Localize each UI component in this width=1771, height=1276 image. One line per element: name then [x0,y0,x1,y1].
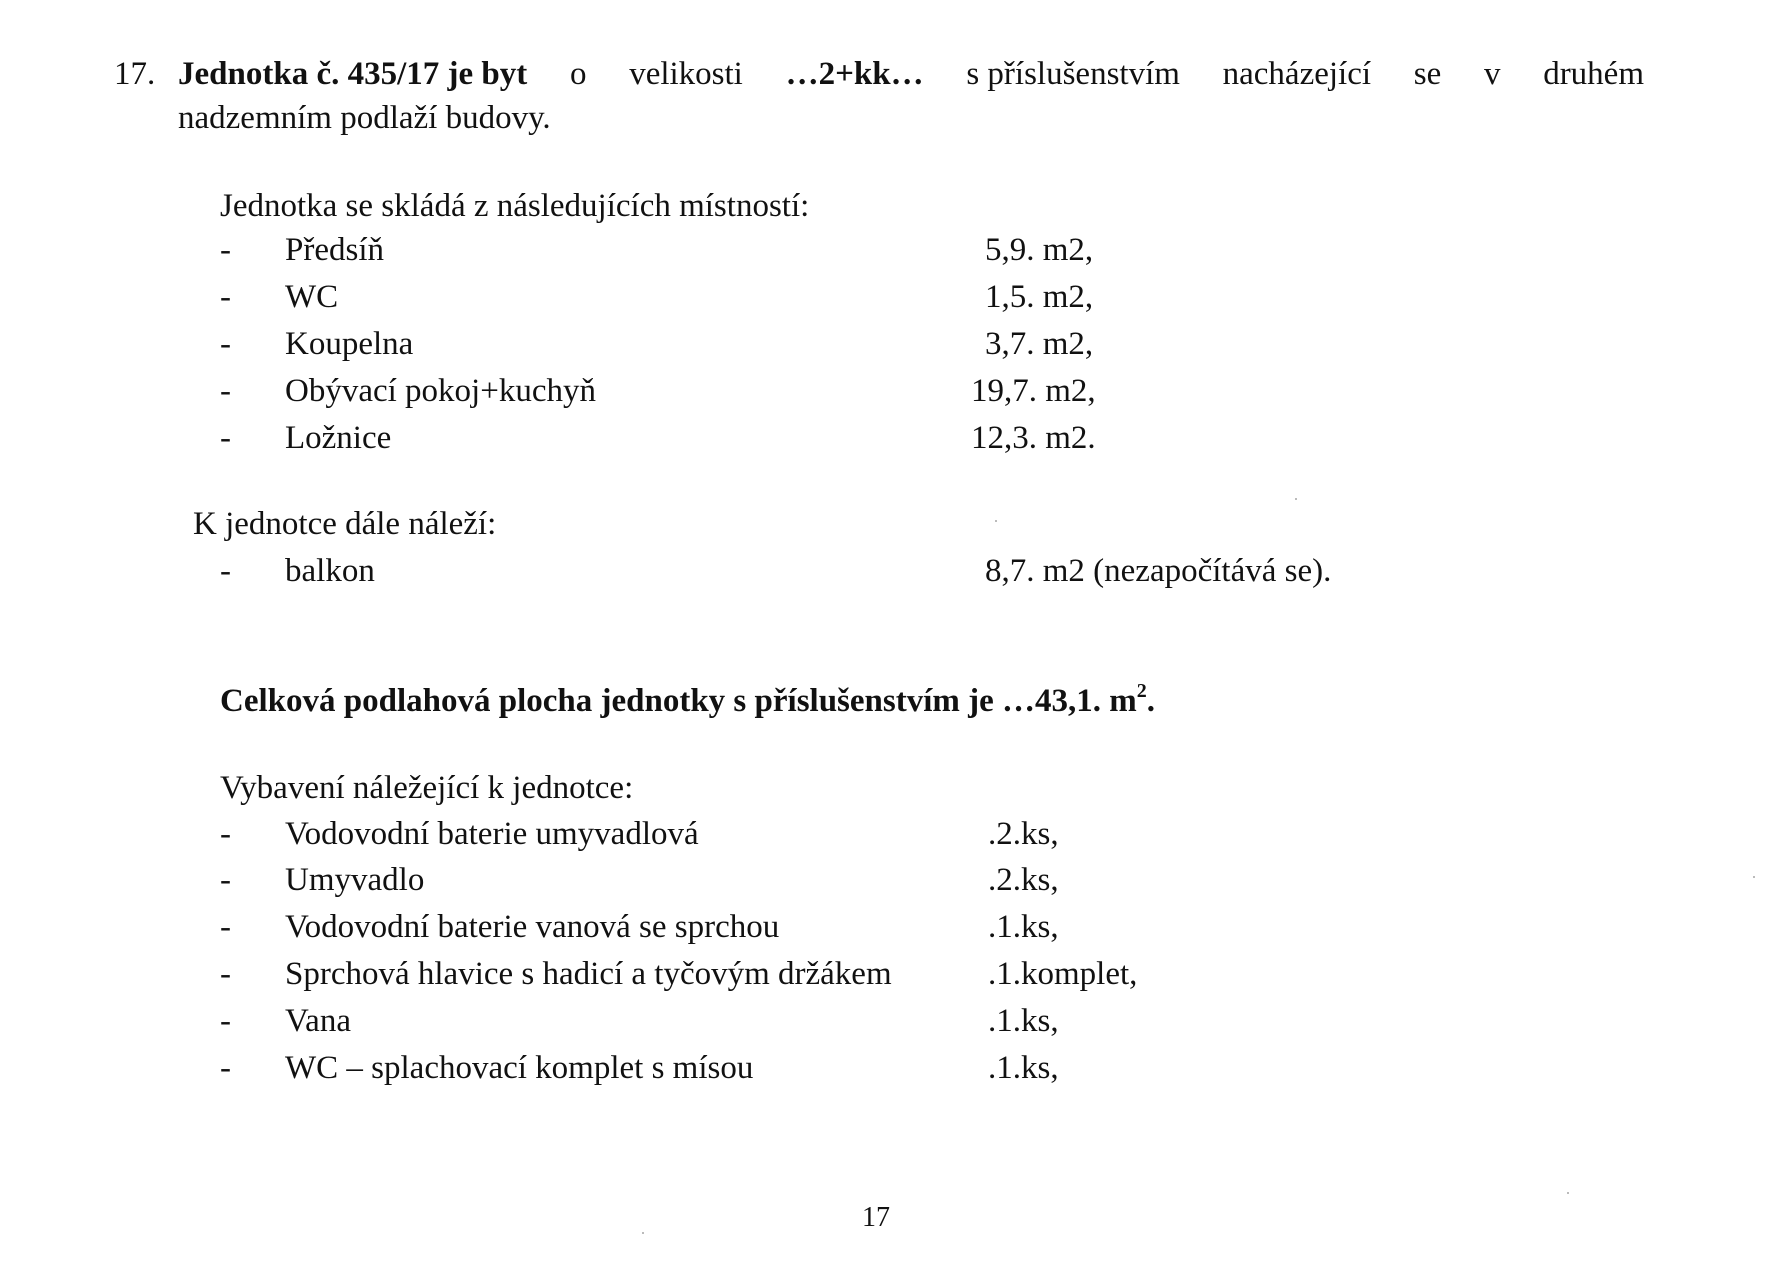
list-dash: - [220,279,231,315]
list-dash: - [220,373,231,409]
equipment-qty: .1.ks, [988,1050,1059,1086]
total-end: . [1146,683,1156,719]
equipment-qty: .2.ks, [988,862,1059,898]
page-number: 17 [862,1202,890,1233]
equipment-name: Sprchová hlavice s hadicí a tyčovým držákem [285,956,892,992]
room-row [0,420,1771,464]
room-area: 19,7. m2, [971,373,1096,409]
room-name: Koupelna [285,326,414,362]
room-name: Ložnice [285,420,392,456]
heading-word: o [569,56,587,92]
equipment-qty: .1.ks, [988,1003,1059,1039]
equipment-intro: Vybavení náležející k jednotce: [220,770,634,806]
heading-word: velikosti [629,56,743,92]
extra-name: balkon [285,553,375,589]
equipment-qty: .1.komplet, [988,956,1138,992]
heading-word: v [1483,56,1501,92]
scan-speck [1753,876,1755,878]
room-area: 12,3. m2. [971,420,1096,456]
equipment-row [0,816,1771,860]
equipment-name: WC – splachovací komplet s mísou [285,1050,754,1086]
equipment-name: Vana [285,1003,351,1039]
equipment-row [0,862,1771,906]
equipment-qty: .1.ks, [988,909,1059,945]
heading-word: druhém [1543,56,1644,92]
section-heading-line2: nadzemním podlaží budovy. [178,100,551,136]
list-dash: - [220,909,231,945]
heading-word: s příslušenstvím [966,56,1180,92]
equipment-row [0,956,1771,1000]
room-area: 5,9. m2, [985,232,1094,268]
room-row [0,373,1771,417]
section-number: 17. [114,56,156,92]
list-dash: - [220,956,231,992]
scan-speck [1295,498,1297,500]
equipment-row [0,1003,1771,1047]
list-dash: - [220,420,231,456]
extras-intro: K jednotce dále náleží: [193,506,497,542]
scan-speck [642,1232,644,1234]
rooms-intro: Jednotka se skládá z následujících místností: [220,188,810,224]
equipment-name: Vodovodní baterie vanová se sprchou [285,909,780,945]
extra-row [0,553,1771,597]
equipment-row [0,909,1771,953]
equipment-name: Vodovodní baterie umyvadlová [285,816,699,852]
list-dash: - [220,1003,231,1039]
room-name: WC [285,279,339,315]
scan-speck [995,520,997,522]
list-dash: - [220,862,231,898]
list-dash: - [220,816,231,852]
extra-area: 8,7. m2 (nezapočítává se). [985,553,1332,589]
scan-speck [1567,1192,1569,1194]
superscript: 2 [1136,680,1147,702]
list-dash: - [220,553,231,589]
section-heading-bold: Jednotka č. 435/17 je byt [178,56,528,92]
total-area-text: Celková podlahová plocha jednotky s příslušenstvím je …43,1. m [220,683,1137,719]
equipment-row [0,1050,1771,1094]
room-area: 3,7. m2, [985,326,1094,362]
room-name: Předsíň [285,232,384,268]
list-dash: - [220,326,231,362]
room-row [0,279,1771,323]
list-dash: - [220,1050,231,1086]
total-area-statement [220,680,1156,720]
room-area: 1,5. m2, [985,279,1094,315]
unit-size: …2+kk… [785,56,924,92]
section-heading-line1 [178,56,1644,93]
heading-word: se [1413,56,1442,92]
room-row [0,232,1771,276]
equipment-name: Umyvadlo [285,862,425,898]
room-name: Obývací pokoj+kuchyň [285,373,596,409]
list-dash: - [220,232,231,268]
heading-word: nacházející [1222,56,1372,92]
equipment-qty: .2.ks, [988,816,1059,852]
room-row [0,326,1771,370]
